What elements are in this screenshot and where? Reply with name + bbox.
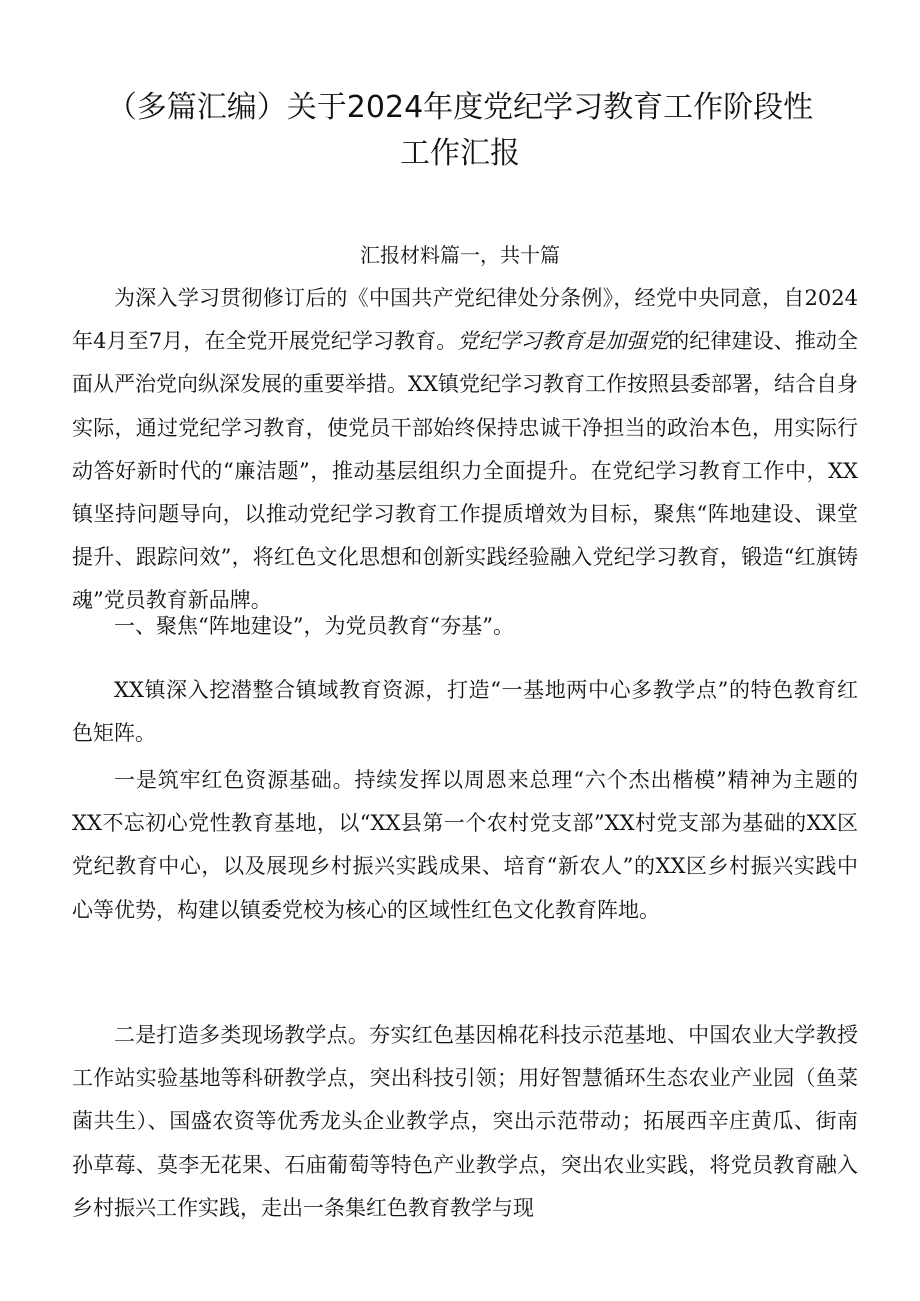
document-title-line-2: 工作汇报	[400, 136, 520, 171]
paragraph-intro-part-a: 为深入学习贯彻修订后的《中国共产党纪律处分条例》，经党中央同意，自2024年4月至7月，在全党开展党纪学习教育。	[72, 286, 858, 354]
document-title-line-1: （多篇汇编）关于2024年度党纪学习教育工作阶段性	[106, 90, 814, 125]
paragraph-intro-italic-phrase: 党纪学习教育是加强党	[457, 329, 669, 354]
paragraph-point-1: 一是筑牢红色资源基础。持续发挥以周恩来总理“六个杰出楷模”精神为主题的XX不忘初心党性教育基地，以“XX县第一个农村党支部”XX村党支部为基础的XX区党纪教育中心，以及展现乡村振兴实践成果、培育“新农人”的XX区乡村振兴实践中心等优势，构建以镇委党校为核心的区域性红色文化教育阵地。	[72, 768, 858, 922]
paragraph-intro	[72, 277, 858, 623]
paragraph-section-1-intro: XX镇深入挖潜整合镇域教育资源，打造“一基地两中心多教学点”的特色教育红色矩阵。	[72, 678, 858, 746]
paragraph-intro-part-c: 的纪律建设、推动全面从严治党向纵深发展的重要举措。XX镇党纪学习教育工作按照县委部署，结合自身实际，通过党纪学习教育，使党员干部始终保持忠诚干净担当的政治本色，用实际行动答好新时代的“廉洁题”，推动基层组织力全面提升。在党纪学习教育工作中，XX镇坚持问题导向，以推动党纪学习教育工作提质增效为目标，聚焦“阵地建设、课堂提升、跟踪问效”，将红色文化思想和创新实践经验融入党纪学习教育，锻造“红旗铸魂”党员教育新品牌。	[72, 329, 859, 613]
section-heading-1: 一、聚焦“阵地建设”，为党员教育“夯基”。	[114, 614, 514, 638]
paragraph-point-2: 二是打造多类现场教学点。夯实红色基因棉花科技示范基地、中国农业大学教授工作站实验基地等科研教学点，突出科技引领；用好智慧循环生态农业产业园（鱼菜菌共生）、国盛农资等优秀龙头企业教学点，突出示范带动；拓展西辛庄黄瓜、街南孙草莓、莫李无花果、石庙葡萄等特色产业教学点，突出农业实践，将党员教育融入乡村振兴工作实践，走出一条集红色教育教学与现	[72, 1023, 858, 1220]
document-subtitle: 汇报材料篇一，共十篇	[360, 243, 560, 267]
